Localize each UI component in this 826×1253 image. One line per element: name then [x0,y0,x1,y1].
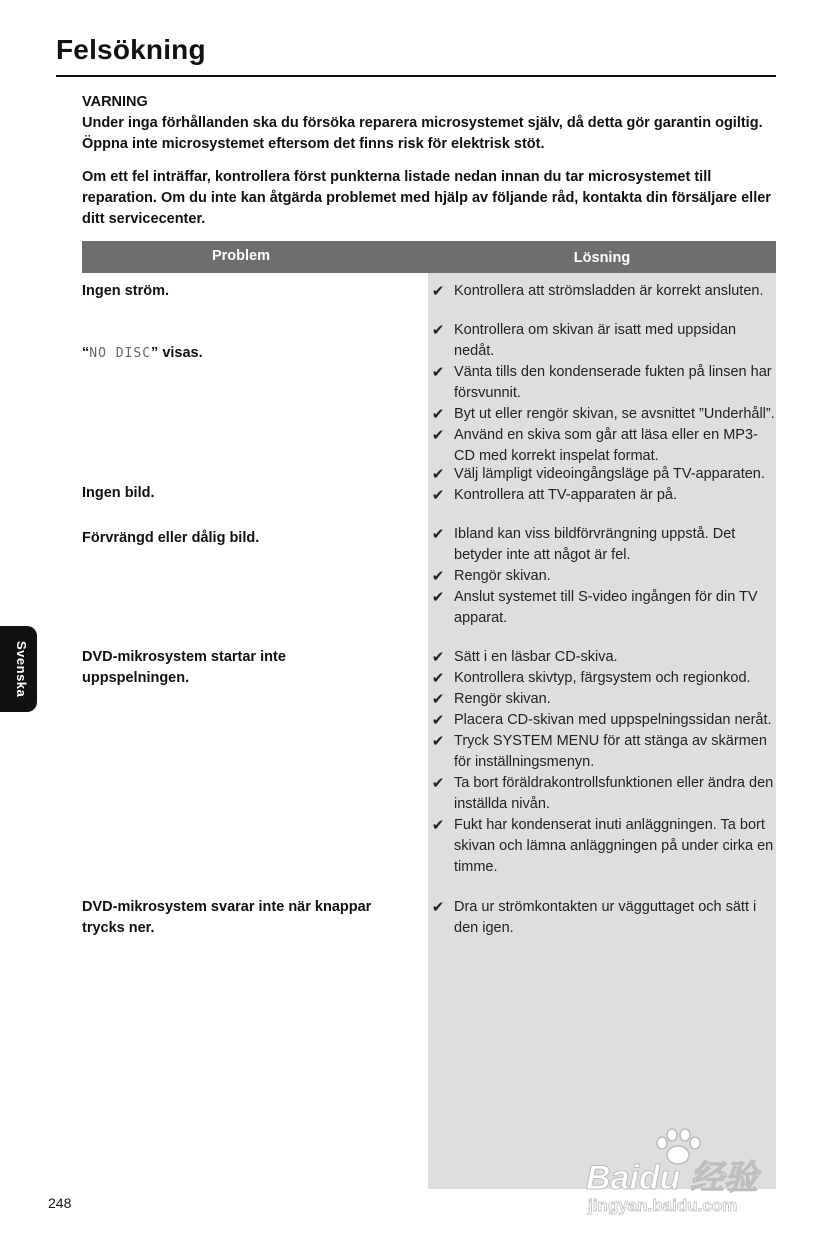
solution-item: ✔ Byt ut eller rengör skivan, se avsnittet ”Underhåll”. [428,404,776,425]
watermark-brand: Baidu 经验 [586,1159,758,1197]
check-icon: ✔ [431,817,445,834]
solution-list [428,647,776,878]
solution-item: ✔ Ta bort föräldrakontrollsfunktionen eller ändra den inställda nivån. [428,773,776,815]
check-icon: ✔ [431,589,445,606]
solution-item: ✔ Kontrollera om skivan är isatt med uppsidan nedåt. [428,320,776,362]
solution-item: ✔ Fukt har kondenserat inuti anläggningen. Ta bort skivan och lämna anläggningen på under cirka en timme. [428,815,776,878]
warning-text: Under inga förhållanden ska du försöka reparera microsystemet själv, då detta gör garantin ogiltig. Öppna inte microsystemet eftersom det finns risk för elektrisk stöt. [82,115,763,152]
problem-no-power: Ingen ström. [82,283,170,299]
check-icon: ✔ [431,466,445,483]
check-icon: ✔ [431,712,445,729]
solution-item: ✔ Välj lämpligt videoingångsläge på TV-apparaten. [428,464,776,485]
solution-list [428,281,776,302]
check-icon: ✔ [431,427,445,444]
page-number: 248 [48,1195,72,1211]
solution-item: ✔ Kontrollera skivtyp, färgsystem och regionkod. [428,668,776,689]
problem-no-picture: Ingen bild. [82,485,155,501]
problem-distorted-picture: Förvrängd eller dålig bild. [82,530,260,546]
check-icon: ✔ [431,670,445,687]
solution-list [428,320,776,467]
title-rule [56,75,776,77]
solution-item: ✔ Använd en skiva som går att läsa eller en MP3-CD med korrekt inspelat format. [428,425,776,467]
check-icon: ✔ [431,406,445,423]
solution-item: ✔ Tryck SYSTEM MENU för att stänga av skärmen för inställningsmenyn. [428,731,776,773]
language-side-tab [0,626,37,712]
language-label: Svenska [14,640,29,698]
baidu-watermark [586,1128,776,1223]
check-icon: ✔ [431,775,445,792]
check-icon: ✔ [431,322,445,339]
solution-item: ✔ Ibland kan viss bildförvrängning uppstå. Det betyder inte att något är fel. [428,524,776,566]
warning-heading: VARNING [82,94,148,110]
solution-list [428,897,776,939]
check-icon: ✔ [431,733,445,750]
solution-item: ✔ Anslut systemet till S-video ingången för din TV apparat. [428,587,776,629]
problem-no-response: DVD-mikrosystem svarar inte när knappar trycks ner. [82,899,372,936]
solution-item: ✔ Vänta tills den kondenserade fukten på linsen har försvunnit. [428,362,776,404]
check-icon: ✔ [431,487,445,504]
check-icon: ✔ [431,364,445,381]
solution-list [428,464,776,506]
check-icon: ✔ [431,899,445,916]
problem-no-disc: “NO DISC” visas. [82,345,203,361]
watermark-url: jingyan.baidu.com [588,1196,738,1215]
solution-list [428,524,776,629]
solution-item: ✔ Rengör skivan. [428,689,776,710]
solution-item: ✔ Sätt i en läsbar CD-skiva. [428,647,776,668]
solution-item: ✔ Dra ur strömkontakten ur vägguttaget och sätt i den igen. [428,897,776,939]
check-icon: ✔ [431,649,445,666]
check-icon: ✔ [431,691,445,708]
header-problem: Problem [211,248,270,264]
check-icon: ✔ [431,526,445,543]
page-title: Felsökning [56,34,206,65]
check-icon: ✔ [431,568,445,585]
solution-item: ✔ Kontrollera att strömsladden är korrekt ansluten. [428,281,776,302]
header-solution: Lösning [573,250,631,266]
table-header [82,241,776,273]
problem-no-playback: DVD-mikrosystem startar inte uppspelningen. [82,649,286,686]
solution-item: ✔ Rengör skivan. [428,566,776,587]
check-icon: ✔ [431,283,445,300]
instructions-text: Om ett fel inträffar, kontrollera först punkterna listade nedan innan du tar microsystemet till reparation. Om du inte kan åtgärda problemet med hjälp av följande råd, kontakta din försäljare eller ditt servicecenter. [82,169,771,227]
solution-item: ✔ Kontrollera att TV-apparaten är på. [428,485,776,506]
lcd-display-text: NO DISC [89,346,152,361]
warning-block [82,92,772,230]
solution-item: ✔ Placera CD-skivan med uppspelningssidan neråt. [428,710,776,731]
